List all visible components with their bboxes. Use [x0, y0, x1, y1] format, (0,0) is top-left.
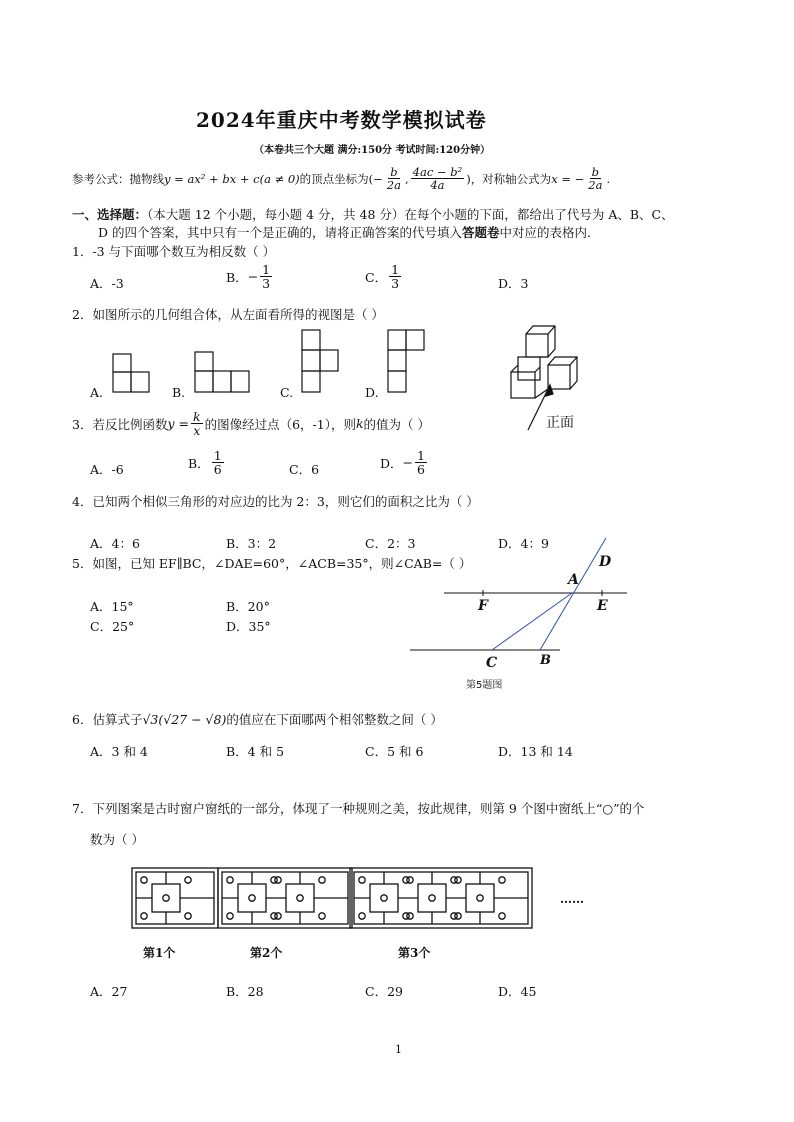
q5-option-d: D．35° — [226, 619, 271, 634]
intro-text: D 的四个答案，其中只有一个是正确的，请将正确答案的代号填入 — [98, 225, 462, 240]
page-number: 1 — [395, 1043, 402, 1056]
q6-option-a: A．3 和 4 — [90, 744, 148, 759]
small-circle — [319, 913, 325, 919]
q7-ellipsis: …… — [560, 892, 584, 906]
answer-sheet-term: 答题卷 — [462, 225, 500, 240]
frac-num: k — [192, 409, 201, 424]
option-label: B． — [188, 455, 210, 471]
q1-option-a: A．-3 — [90, 276, 124, 291]
page-title: 2024年重庆中考数学模拟试卷 — [196, 108, 487, 132]
q5-stem: 5．如图，已知 EF∥BC，∠DAE=60°，∠ACB=35°，则∠CAB=（ ） — [72, 556, 472, 571]
q6-option-b: B．4 和 5 — [226, 744, 285, 759]
frac-den: 2a — [386, 178, 401, 193]
stem-text: 的图像经过点（6，-1），则 — [204, 416, 356, 432]
formula-period: . — [606, 171, 611, 186]
small-circle — [227, 913, 233, 919]
radical-expression: √3(√27 − √8) — [142, 712, 227, 727]
q4-option-a: A．4：6 — [90, 536, 140, 551]
q5-option-c: C．25° — [90, 619, 135, 634]
frac-den: 4a — [430, 178, 445, 193]
q5-option-b: B．20° — [226, 599, 270, 614]
small-circle — [227, 877, 233, 883]
small-circle — [455, 877, 461, 883]
front-view-label: 正面 — [546, 415, 574, 431]
formula-prefix: 参考公式：抛物线 — [72, 171, 164, 186]
q7-option-b: B．28 — [226, 984, 264, 999]
q3-option-c: C．6 — [289, 462, 320, 477]
option-label: C． — [365, 269, 388, 285]
q7-figure-1-label: 第1个 — [143, 946, 176, 960]
q1-stem: 1．-3 与下面哪个数互为相反数（ ） — [72, 244, 276, 259]
q2-option-c-label: C. — [280, 385, 294, 400]
pattern-square — [286, 884, 314, 912]
stem-text: 的值为（ ） — [363, 416, 431, 432]
q3-option-a: A．-6 — [90, 462, 124, 477]
frac-num: 1 — [262, 262, 271, 277]
q5-option-a: A．15° — [90, 599, 134, 614]
q4-option-c: C．2：3 — [365, 536, 416, 551]
small-circle — [185, 877, 191, 883]
small-circle — [455, 913, 461, 919]
math-k: k — [355, 416, 364, 432]
small-circle — [407, 877, 413, 883]
vertex-close-paren: ) — [466, 171, 471, 186]
q2-option-b-label: B. — [172, 385, 186, 400]
stem-text: 的值应在下面哪两个相邻整数之间（ ） — [226, 712, 443, 727]
small-circle — [319, 877, 325, 883]
q1-option-d: D．3 — [498, 276, 529, 291]
q4-option-b: B．3：2 — [226, 536, 277, 551]
small-circle — [141, 913, 147, 919]
small-circle — [499, 913, 505, 919]
option-label: D． — [380, 455, 403, 471]
math-y: y = — [167, 416, 189, 432]
frac-num: 4ac − b² — [412, 165, 463, 179]
frac-num: 1 — [391, 262, 400, 277]
point-D-label: D — [599, 554, 612, 570]
vertex-open-paren: (− — [368, 171, 383, 186]
frac-den: x — [193, 423, 201, 439]
pattern-square — [152, 884, 180, 912]
point-B-label: B — [540, 653, 551, 668]
small-circle — [275, 877, 281, 883]
q6-option-d: D．13 和 14 — [498, 744, 573, 759]
q4-option-d: D．4：9 — [498, 536, 549, 551]
frac-den: 6 — [417, 462, 425, 478]
small-circle — [141, 877, 147, 883]
frac-den: 6 — [213, 462, 222, 478]
point-E-label: E — [597, 598, 608, 614]
q2-option-d-label: D. — [365, 385, 379, 400]
small-circle — [359, 877, 365, 883]
frac-den: 3 — [391, 276, 400, 292]
q7-stem-line1: 7．下列图案是古时窗户窗纸的一部分，体现了一种规则之美，按此规律，则第 9 个图中窗纸上“○”的个 — [72, 801, 645, 816]
point-F-label: F — [478, 598, 488, 614]
formula-equation: y = ax² + bx + c(a ≠ 0) — [164, 171, 300, 186]
option-sign: − — [247, 269, 259, 285]
stem-text: 6．估算式子 — [72, 712, 143, 727]
frac-num: 1 — [213, 448, 222, 463]
formula-vertex-text: 的顶点坐标为 — [299, 171, 369, 186]
axis-variable: x = − — [551, 171, 585, 186]
stem-text: 3．若反比例函数 — [72, 416, 168, 432]
q4-stem: 4．已知两个相似三角形的对应边的比为 2：3，则它们的面积之比为（ ） — [72, 494, 479, 509]
frac-den: 2a — [588, 178, 603, 193]
frac-num: 1 — [417, 448, 425, 463]
q2-option-a-label: A. — [90, 385, 104, 400]
section-intro: （本大题 12 个小题，每小题 4 分，共 48 分）在每个小题的下面，都给出了代号为 A、B、C、 — [147, 207, 674, 222]
section-heading: 一、选择题： — [72, 207, 148, 222]
q7-figure-2-label: 第2个 — [250, 946, 283, 960]
point-A-label: A — [568, 572, 579, 588]
page-subtitle: （本卷共三个大题 满分:150分 考试时间:120分钟） — [254, 145, 491, 156]
small-circle — [185, 913, 191, 919]
pattern-square — [238, 884, 266, 912]
q7-stem-line2: 数为（ ） — [90, 832, 144, 847]
formula-axis-text: ，对称轴公式为 — [470, 171, 552, 186]
q6-option-c: C．5 和 6 — [365, 744, 424, 759]
small-circle — [407, 913, 413, 919]
frac-num: b — [591, 165, 600, 179]
q7-option-c: C．29 — [365, 984, 403, 999]
pattern-square — [466, 884, 494, 912]
pattern-square — [418, 884, 446, 912]
small-circle — [499, 877, 505, 883]
frac-num: b — [390, 165, 398, 179]
q7-figure-3-label: 第3个 — [398, 946, 431, 960]
point-C-label: C — [486, 655, 498, 671]
option-sign: − — [402, 455, 414, 471]
q7-option-d: D．45 — [498, 984, 537, 999]
vertex-comma: , — [404, 171, 409, 186]
q7-option-a: A．27 — [90, 984, 128, 999]
small-circle — [275, 913, 281, 919]
intro-text-end: 中对应的表格内. — [499, 225, 591, 240]
option-label: B． — [226, 269, 248, 285]
q2-stem: 2．如图所示的几何组合体，从左面看所得的视图是（ ） — [72, 307, 384, 322]
small-circle — [359, 913, 365, 919]
frac-den: 3 — [262, 276, 271, 292]
q5-figure-caption: 第5题图 — [466, 680, 503, 691]
pattern-square — [370, 884, 398, 912]
